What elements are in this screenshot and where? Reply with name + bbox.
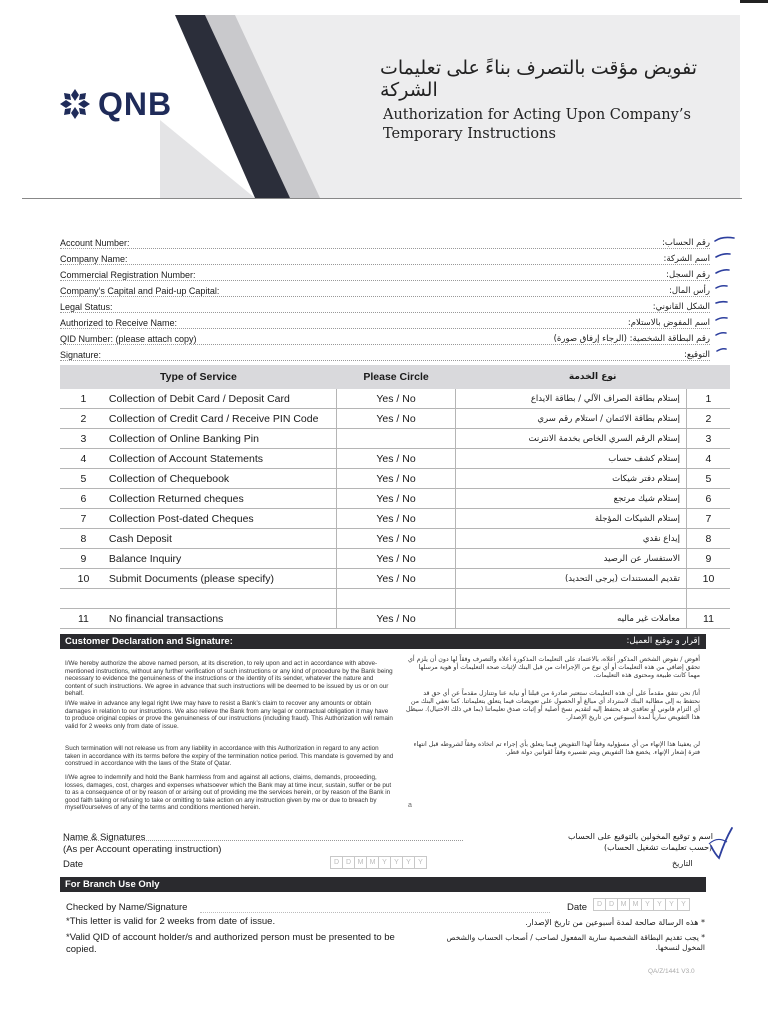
declaration-en-p3: Such termination will not release us from any liability in accordance with this Authorization in regard to any action taken in accordance with its terms before the expiry of the termination notice period. This mandate is governed by and construed in accordance with the laws of the State of Qatar.: [65, 745, 394, 767]
field-label-ar: اسم الشركة:: [663, 254, 710, 264]
signature-check-mark: [705, 826, 735, 862]
yes-no-choice[interactable]: Yes / No: [337, 409, 455, 429]
branch-use-bar: [60, 877, 706, 892]
row-number-ar: 2: [686, 409, 730, 429]
service-name-ar: إستلام كشف حساب: [455, 449, 686, 469]
field-label: Company Name:: [60, 254, 128, 264]
field-label-ar: التوقيع:: [684, 350, 710, 360]
service-table: [60, 365, 730, 629]
date-box: M: [629, 898, 642, 911]
service-name-ar: إستلام الشيكات المؤجلة: [455, 509, 686, 529]
yes-no-choice[interactable]: Yes / No: [337, 529, 455, 549]
qnb-logo-text: QNB: [98, 85, 173, 122]
field-label-ar: الشكل القانوني:: [652, 302, 710, 312]
table-row: [60, 549, 730, 569]
yes-no-choice[interactable]: Yes / No: [337, 549, 455, 569]
date-box: Y: [641, 898, 654, 911]
qid-note-ar: * يجب تقديم البطاقة الشخصية سارية المفعول لصاحب / أصحاب الحساب والشخص المخول لنسخها.: [446, 933, 705, 952]
row-number-ar: 4: [686, 449, 730, 469]
row-number-ar: 8: [686, 529, 730, 549]
service-name: Collection of Online Banking Pin: [107, 429, 337, 449]
branch-use-title: For Branch Use Only: [65, 879, 160, 890]
row-number: 6: [60, 489, 107, 509]
field-label: Authorized to Receive Name:: [60, 318, 178, 328]
date-box: D: [342, 856, 355, 869]
field-label-ar: رقم الحساب:: [661, 238, 710, 248]
declaration-en-p2: I/We waive in advance any legal right I/we may have to resist a Bank’s claim to recover any amounts or obtain damages in relation to our instructions. We also relieve the Bank from any legal or contractual obligation it may have to produce original copies or prove the genuineness of our instructions (including fraud). This Authorization will remain valid for 2 weeks only from date of issue.: [65, 700, 393, 730]
table-row-blank: [60, 589, 730, 609]
field-label: Signature:: [60, 350, 102, 360]
signature-line[interactable]: [63, 840, 463, 841]
title-arabic-line-2: الشركة: [380, 80, 438, 101]
declaration-ar-p3: لن يعفينا هذا الإنهاء من أي مسؤولية وفقاً لهذا التفويض فيما يتعلق بأي إجراء تم اتخاذه وفقاً لشروطه قبل انتهاء فترة إشعار الإنهاء. يخضع هذا التفويض ويتم تفسيره وفقاً لقوانين دولة قطر.: [413, 741, 700, 756]
service-name-ar: [455, 589, 686, 609]
declaration-bar: [60, 634, 706, 649]
row-number: 4: [60, 449, 107, 469]
service-name: Collection of Account Statements: [107, 449, 337, 469]
service-name: Collection of Credit Card / Receive PIN Code: [107, 409, 337, 429]
name-signatures-sub: (As per Account operating instruction): [63, 844, 222, 855]
table-row: [60, 509, 730, 529]
checked-by-line[interactable]: [200, 912, 550, 913]
table-row: [60, 529, 730, 549]
row-number: 5: [60, 469, 107, 489]
title-english: [383, 106, 723, 144]
title-arabic: [380, 58, 710, 102]
service-name-ar: تقديم المستندات (يرجى التحديد): [455, 569, 686, 589]
field-label-ar: رقم البطاقة الشخصية: (الرجاء إرفاق صورة): [553, 334, 710, 344]
name-signatures-sub-ar: (حسب تعليمات تشغيل الحساب): [604, 843, 713, 852]
date-box: Y: [653, 898, 666, 911]
title-arabic-line-1: تفويض مؤقت بالتصرف بناءً على تعليمات: [380, 58, 698, 79]
validity-note: *This letter is valid for 2 weeks from date of issue.: [66, 916, 276, 927]
row-number: 7: [60, 509, 107, 529]
date-box: Y: [414, 856, 427, 869]
row-number-ar: 9: [686, 549, 730, 569]
date-box: Y: [378, 856, 391, 869]
table-row: [60, 569, 730, 589]
field-line: [60, 280, 710, 281]
service-name-ar: إستلام دفتر شيكات: [455, 469, 686, 489]
row-number: 11: [60, 609, 107, 629]
service-name: Collection Returned cheques: [107, 489, 337, 509]
service-name-ar: معاملات غير ماليه: [455, 609, 686, 629]
field-line: [60, 264, 710, 265]
checked-by-label: Checked by Name/Signature: [66, 902, 188, 913]
date-box: Y: [677, 898, 690, 911]
table-row: [60, 389, 730, 409]
table-row: [60, 609, 730, 629]
title-english-line-2: Temporary Instructions: [383, 126, 556, 142]
header-please-circle: Please Circle: [337, 365, 455, 389]
handwritten-ticks: [712, 232, 742, 362]
service-name: Submit Documents (please specify): [107, 569, 337, 589]
title-english-line-1: Authorization for Acting Upon Company’s: [383, 107, 691, 123]
date-box: M: [354, 856, 367, 869]
field-label: Company’s Capital and Paid-up Capital:: [60, 286, 220, 296]
declaration-title: Customer Declaration and Signature:: [65, 636, 233, 647]
yes-no-choice[interactable]: Yes / No: [337, 609, 455, 629]
field-line: [60, 312, 710, 313]
service-name-ar: الاستفسار عن الرصيد: [455, 549, 686, 569]
field-label: Commercial Registration Number:: [60, 270, 196, 280]
row-number-ar: 5: [686, 469, 730, 489]
table-header-row: [60, 365, 730, 389]
row-number-ar: 7: [686, 509, 730, 529]
header-type-of-service-ar: نوع الخدمة: [455, 365, 730, 389]
field-line: [60, 248, 710, 249]
form-code: QA/Z/1441 V3.0: [648, 968, 695, 975]
field-company-name[interactable]: [60, 252, 710, 268]
row-number: 8: [60, 529, 107, 549]
yes-no-choice[interactable]: Yes / No: [337, 449, 455, 469]
yes-no-choice[interactable]: Yes / No: [337, 489, 455, 509]
date-box: D: [605, 898, 618, 911]
declaration-ar-p1: أفوض / نفوض الشخص المذكور أعلاه، بالاعتماد على التعليمات المذكورة أعلاه والتصرف وفقاً لها دون أن يلزم أي تحقق إضافي من هذه التعليمات أو أي نوع من الإجراءات من قبل البنك لإثبات صحة التعليمات أو هوية مرسلها مهما كانت طبيعة ومحتوى هذه التعليمات.: [407, 656, 700, 679]
field-company-capital[interactable]: [60, 284, 710, 300]
declaration-ar-p2: أنا/ نحن نتفق مقدماً على أن هذه التعليمات ستعتبر صادرة من قبلنا أو نيابة عنا وتتنازل مقدماً عن أي حق قد نحتفظ به إلى مطالبة البنك لاسترداد أي مبالغ أو الحصول على تعويضات فيما يتعلق بتعليماتنا. كما نعفي البنك من أي التزام قانوني أو تعاقدي قد يحتفظ إليه لتقديم نسخ أصلية أو إثبات صدق تعليماتنا (بما في ذلك الاحتيال). سيظل هذا التفويض سارياً لمدة أسبوعين من تاريخ الإصدار.: [406, 690, 700, 721]
yes-no-choice: [337, 589, 455, 609]
service-name-ar: إيداع نقدي: [455, 529, 686, 549]
date-label-ar: التاريخ: [672, 859, 693, 868]
top-edge-mark: [740, 0, 768, 3]
field-label-ar: اسم المفوض بالاستلام:: [627, 318, 710, 328]
declaration-title-ar: إقرار و توقيع العميل:: [626, 636, 700, 646]
row-number: 9: [60, 549, 107, 569]
service-name: Cash Deposit: [107, 529, 337, 549]
service-name: Collection of Chequebook: [107, 469, 337, 489]
validity-note-ar: * هذه الرسالة صالحة لمدة أسبوعين من تاريخ الإصدار.: [525, 918, 705, 927]
table-row: [60, 489, 730, 509]
declaration-mark: a: [408, 802, 412, 809]
field-label-ar: رقم السجل:: [666, 270, 710, 280]
date-box: M: [617, 898, 630, 911]
service-name: No financial transactions: [107, 609, 337, 629]
date-box: D: [593, 898, 606, 911]
field-line: [60, 344, 710, 345]
row-number: 2: [60, 409, 107, 429]
field-signature[interactable]: [60, 348, 710, 364]
date-box: M: [366, 856, 379, 869]
table-row: [60, 469, 730, 489]
yes-no-choice[interactable]: [337, 429, 455, 449]
date-label: Date: [63, 859, 84, 870]
date-box: D: [330, 856, 343, 869]
row-number-ar: 3: [686, 429, 730, 449]
field-label: QID Number: (please attach copy): [60, 334, 197, 344]
row-number-ar: 11: [686, 609, 730, 629]
row-number: 10: [60, 569, 107, 589]
qnb-logo: [58, 86, 198, 122]
table-row: [60, 449, 730, 469]
field-commercial-registration[interactable]: [60, 268, 710, 284]
header: [0, 0, 740, 198]
row-number: 3: [60, 429, 107, 449]
qid-note: *Valid QID of account holder/s and authorized person must be presented to be copied.: [66, 932, 395, 955]
field-line: [60, 328, 710, 329]
branch-date-input[interactable]: [593, 898, 689, 911]
field-line: [60, 296, 710, 297]
row-number-ar: 10: [686, 569, 730, 589]
field-label: Account Number:: [60, 238, 130, 248]
service-specify-line[interactable]: [107, 589, 337, 609]
service-name-ar: إستلام شيك مرتجع: [455, 489, 686, 509]
yes-no-choice[interactable]: Yes / No: [337, 569, 455, 589]
date-box: Y: [402, 856, 415, 869]
service-name-ar: إستلام بطاقة الائتمان / استلام رقم سري: [455, 409, 686, 429]
field-legal-status[interactable]: [60, 300, 710, 316]
branch-date-label: Date: [567, 902, 588, 913]
field-account-number[interactable]: [60, 236, 710, 252]
qnb-logo-icon: [58, 87, 92, 121]
declaration-en-p4: I/We agree to indemnify and hold the Bank harmless from and against all actions, claims, demands, proceeding, losses, damages, cost, charges and expenses whatsoever which the Bank may at time incur, sustain, suffer or be put to as a consequence of or by reason of or arising out of providing me the services herein, or by reason of the Bank in good faith taking or refusing to take or omitting to take action on any instruction given by me or due to breach by myself/ourselves of any of the terms and conditions mentioned herein.: [65, 774, 392, 811]
field-line: [60, 360, 710, 361]
table-row: [60, 409, 730, 429]
header-divider: [22, 198, 742, 199]
field-qid-number[interactable]: [60, 332, 710, 348]
header-type-of-service: Type of Service: [60, 365, 337, 389]
service-name: Collection Post-dated Cheques: [107, 509, 337, 529]
service-name: Balance Inquiry: [107, 549, 337, 569]
service-name: Collection of Debit Card / Deposit Card: [107, 389, 337, 409]
row-number: 1: [60, 389, 107, 409]
service-name-ar: إستلام بطاقة الصراف الآلي / بطاقة الايداع: [455, 389, 686, 409]
name-signatures-label-ar: اسم و توقيع المخولين بالتوقيع على الحساب: [568, 832, 713, 841]
date-box: Y: [390, 856, 403, 869]
yes-no-choice[interactable]: Yes / No: [337, 469, 455, 489]
row-number-ar: [686, 589, 730, 609]
field-label-ar: رأس المال:: [668, 286, 710, 296]
declaration-en-p1: I/We hereby authorize the above named person, at its discretion, to rely upon and act in accordance with above-mentioned instructions, without any further verification of such instructions or any kind of procedure by the Bank being necessary to evidence the genuineness of the instructions or the identity of its sender, whatever the nature and content of such instructions. We agree in advance that such instructions will be deemed to be issued by us or on our behalf.: [65, 660, 393, 697]
row-number-ar: 6: [686, 489, 730, 509]
row-number: [60, 589, 107, 609]
yes-no-choice[interactable]: Yes / No: [337, 509, 455, 529]
field-label: Legal Status:: [60, 302, 113, 312]
field-authorized-name[interactable]: [60, 316, 710, 332]
table-row: [60, 429, 730, 449]
date-input[interactable]: [330, 856, 426, 869]
service-name-ar: إستلام الرقم السري الخاص بخدمة الانترنت: [455, 429, 686, 449]
name-signatures-label: Name & Signatures: [63, 832, 146, 843]
row-number-ar: 1: [686, 389, 730, 409]
date-box: Y: [665, 898, 678, 911]
yes-no-choice[interactable]: Yes / No: [337, 389, 455, 409]
